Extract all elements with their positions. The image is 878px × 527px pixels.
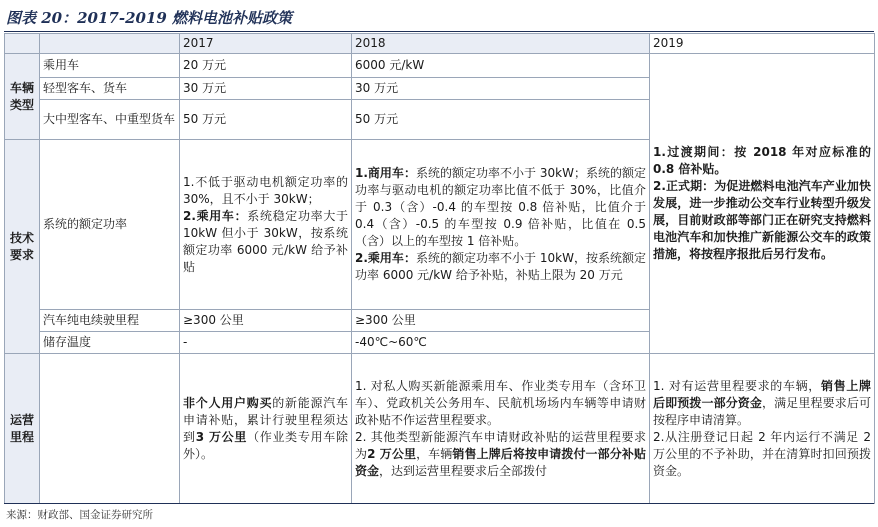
row-label-operation-blank (40, 354, 180, 504)
header-blank-2 (40, 34, 180, 54)
header-2018: 2018 (352, 34, 650, 54)
policy-2019-item2-text: 为促进燃料电池汽车产业加快发展，进一步推动公交车行业转型升级发展，目前财政部等部门正在研究支持燃料电池汽车和加快推广新能源公交车的政策措施，将按程序报批后另行发布。 (653, 179, 871, 261)
table-header-row (5, 34, 875, 54)
cell-2018-light-vehicle: 30 万元 (352, 78, 650, 100)
rated-power-2017-item2-text: 系统稳定功率大于 10kW 但小于 30kW，按系统额定功率 6000 元/kW 给予补贴 (183, 208, 348, 274)
cell-2019-policy (650, 54, 875, 354)
cell-2018-passenger-car: 6000 元/kW (352, 54, 650, 78)
row-label-passenger-car: 乘用车 (40, 54, 180, 78)
rated-power-2018-item2-lead: 2.乘用车： (355, 251, 416, 265)
group-vehicle-type: 车辆类型 (5, 54, 40, 140)
operation-2017-text1: 的新能源汽车申请补贴，累计行驶里程须达到 (183, 395, 348, 444)
rated-power-2018-item1-lead: 1.商用车： (355, 166, 416, 180)
row-label-storage-temp: 储存温度 (40, 332, 180, 354)
operation-2018-item2-text2: ，车辆 (416, 446, 453, 461)
operation-2018-item2-text3: ，达到运营里程要求后全部拨付 (379, 463, 548, 478)
row-label-heavy-vehicle: 大中型客车、中重型货车 (40, 100, 180, 140)
operation-2017-bold2: 3 万公里 (195, 429, 248, 444)
operation-2018-item2-bold2: 销售上牌后将按申请拨付一部分补贴资金 (355, 446, 646, 478)
cell-2018-heavy-vehicle: 50 万元 (352, 100, 650, 140)
cell-2017-storage-temp: - (180, 332, 352, 354)
row-label-light-vehicle: 轻型客车、货车 (40, 78, 180, 100)
cell-2019-operation (650, 354, 875, 504)
header-blank-1 (5, 34, 40, 54)
group-operating-mileage: 运营里程 (5, 354, 40, 504)
row-label-rated-power: 系统的额定功率 (40, 140, 180, 310)
rated-power-2017-item2-lead: 2.乘用车： (183, 208, 248, 223)
table-row (5, 354, 875, 504)
policy-2019-item2-lead: 2.正式期： (653, 179, 715, 193)
row-label-range: 汽车纯电续驶里程 (40, 310, 180, 332)
operation-2019-item1-text1: 1. 对有运营里程要求的车辆， (653, 378, 821, 393)
cell-2017-passenger-car: 20 万元 (180, 54, 352, 78)
operation-2017-bold1: 非个人用户购买 (183, 395, 273, 410)
cell-2018-storage-temp: -40℃~60℃ (352, 332, 650, 354)
cell-2017-light-vehicle: 30 万元 (180, 78, 352, 100)
policy-2019-item1-lead: 1.过渡期间： (653, 145, 735, 159)
rated-power-2018-item2-text: 系统的额定功率不小于 10kW，按系统额定功率 6000 元/kW 给予补贴，补贴上限为 20 万元 (355, 251, 646, 282)
group-tech-requirements: 技术要求 (5, 140, 40, 354)
operation-2017-text2: （作业类专用车除外）。 (183, 429, 348, 461)
cell-2018-rated-power (352, 140, 650, 310)
cell-2017-rated-power (180, 140, 352, 310)
bottom-rule (4, 503, 874, 504)
rated-power-2017-item1: 1.不低于驱动电机额定功率的 30%，且不小于 30kW； (183, 174, 348, 206)
header-2019: 2019 (650, 34, 875, 54)
policy-2019-item1-text: 按 2018 年对应标准的 0.8 倍补贴。 (653, 145, 871, 176)
operation-2019-item1-text2: ，满足里程要求后可按程序申请清算。 (653, 395, 871, 427)
title-rule (4, 31, 874, 32)
header-2017: 2017 (180, 34, 352, 54)
cell-2017-heavy-vehicle: 50 万元 (180, 100, 352, 140)
cell-2018-range: ≥300 公里 (352, 310, 650, 332)
operation-2019-item2: 2.从注册登记日起 2 年内运行不满足 2 万公里的不予补助，并在清算时扣回预拨资金。 (653, 429, 871, 478)
operation-2018-item2-bold1: 2 万公里 (367, 446, 417, 461)
operation-2018-item2-text1: 2. 其他类型新能源汽车申请财政补贴的运营里程要求为 (355, 429, 646, 461)
figure-title: 图表 20：2017-2019 燃料电池补贴政策 (6, 9, 293, 27)
table-row (5, 54, 875, 78)
cell-2018-operation (352, 354, 650, 504)
operation-2018-item1: 1. 对私人购买新能源乘用车、作业类专用车（含环卫车）、党政机关公务用车、民航机场场内车辆等申请财政补贴不作运营里程要求。 (355, 378, 646, 427)
subsidy-policy-table (4, 33, 875, 504)
source-note: 来源：财政部、国金证券研究所 (6, 509, 153, 521)
operation-2019-item1-bold: 销售上牌后即预拨一部分资金 (653, 378, 871, 410)
cell-2017-operation (180, 354, 352, 504)
rated-power-2018-item1-text: 系统的额定功率不小于 30kW；系统的额定功率与驱动电机的额定功率比值不低于 30%，比值介于 0.3（含）-0.4 的车型按 0.8 倍补贴，比值介于 0.4（含）-0.5 的车型按 0.9 倍补贴，比值在 0.5（含）以上的车型按 1 倍补贴。 (355, 166, 646, 248)
cell-2017-range: ≥300 公里 (180, 310, 352, 332)
